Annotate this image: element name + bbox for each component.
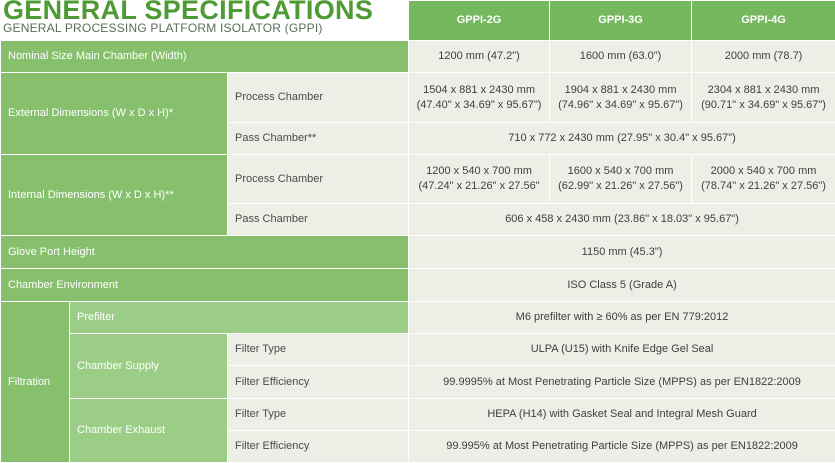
cell-chamber-environment: ISO Class 5 (Grade A) [409,269,835,302]
row-label-filtration: Filtration [1,302,70,463]
table-row [1,302,835,334]
table-row [1,41,835,73]
row-sublabel-filter-efficiency: Filter Efficiency [228,431,409,463]
model-header-2g: GPPI-2G [409,1,550,41]
row-sublabel-filter-type: Filter Type [228,334,409,366]
row-label-external-dimensions: External Dimensions (W x D x H)* [1,73,228,155]
table-row [1,334,835,366]
cell-nominal-2g: 1200 mm (47.2") [409,41,550,73]
cell-external-process-4g: 2304 x 881 x 2430 mm (90.71" x 34.69" x 95.67") [692,73,835,123]
cell-external-pass: 710 x 772 x 2430 mm (27.95" x 30.4" x 95.67") [409,123,835,155]
cell-internal-process-2g: 1200 x 540 x 700 mm (47.24" x 21.26" x 27.56" [409,155,550,204]
row-sublabel-process-chamber: Process Chamber [228,73,409,123]
table-row [1,155,835,204]
row-sublabel-pass-chamber: Pass Chamber** [228,123,409,155]
page-title: GENERAL SPECIFICATIONS [3,0,405,22]
row-label-nominal-size: Nominal Size Main Chamber (Width) [1,41,409,73]
cell-supply-filter-efficiency: 99.9995% at Most Penetrating Particle Size (MPPS) as per EN1822:2009 [409,366,835,399]
row-label-glove-port-height: Glove Port Height [1,236,409,269]
row-sublabel-process-chamber: Process Chamber [228,155,409,204]
table-row [1,236,835,269]
model-header-3g: GPPI-3G [550,1,692,41]
row-sublabel-chamber-supply: Chamber Supply [70,334,228,399]
cell-external-process-3g: 1904 x 881 x 2430 mm (74.96" x 34.69" x 95.67") [550,73,692,123]
row-label-chamber-environment: Chamber Environment [1,269,409,302]
row-sublabel-filter-efficiency: Filter Efficiency [228,366,409,399]
model-header-4g: GPPI-4G [692,1,835,41]
cell-prefilter: M6 prefilter with ≥ 60% as per EN 779:2012 [409,302,835,334]
table-row [1,399,835,431]
row-sublabel-pass-chamber: Pass Chamber [228,204,409,236]
row-label-internal-dimensions: Internal Dimensions (W x D x H)** [1,155,228,236]
row-sublabel-chamber-exhaust: Chamber Exhaust [70,399,228,463]
cell-internal-process-4g: 2000 x 540 x 700 mm (78.74" x 21.26" x 27.56") [692,155,835,204]
row-sublabel-filter-type: Filter Type [228,399,409,431]
table-row [1,73,835,123]
cell-external-process-2g: 1504 x 881 x 2430 mm (47.40" x 34.69" x 95.67") [409,73,550,123]
cell-nominal-3g: 1600 mm (63.0") [550,41,692,73]
table-row [1,269,835,302]
cell-internal-process-3g: 1600 x 540 x 700 mm (62.99" x 21.26" x 27.56") [550,155,692,204]
cell-exhaust-filter-efficiency: 99.995% at Most Penetrating Particle Size (MPPS) as per EN1822:2009 [409,431,835,463]
page-subtitle: GENERAL PROCESSING PLATFORM ISOLATOR (GPPI) [3,22,405,35]
cell-nominal-4g: 2000 mm (78.7) [692,41,835,73]
cell-supply-filter-type: ULPA (U15) with Knife Edge Gel Seal [409,334,835,366]
cell-exhaust-filter-type: HEPA (H14) with Gasket Seal and Integral Mesh Guard [409,399,835,431]
cell-glove-port-height: 1150 mm (45.3") [409,236,835,269]
title-block [3,0,405,40]
row-sublabel-prefilter: Prefilter [70,302,409,334]
cell-internal-pass: 606 x 458 x 2430 mm (23.86" x 18.03" x 95.67") [409,204,835,236]
